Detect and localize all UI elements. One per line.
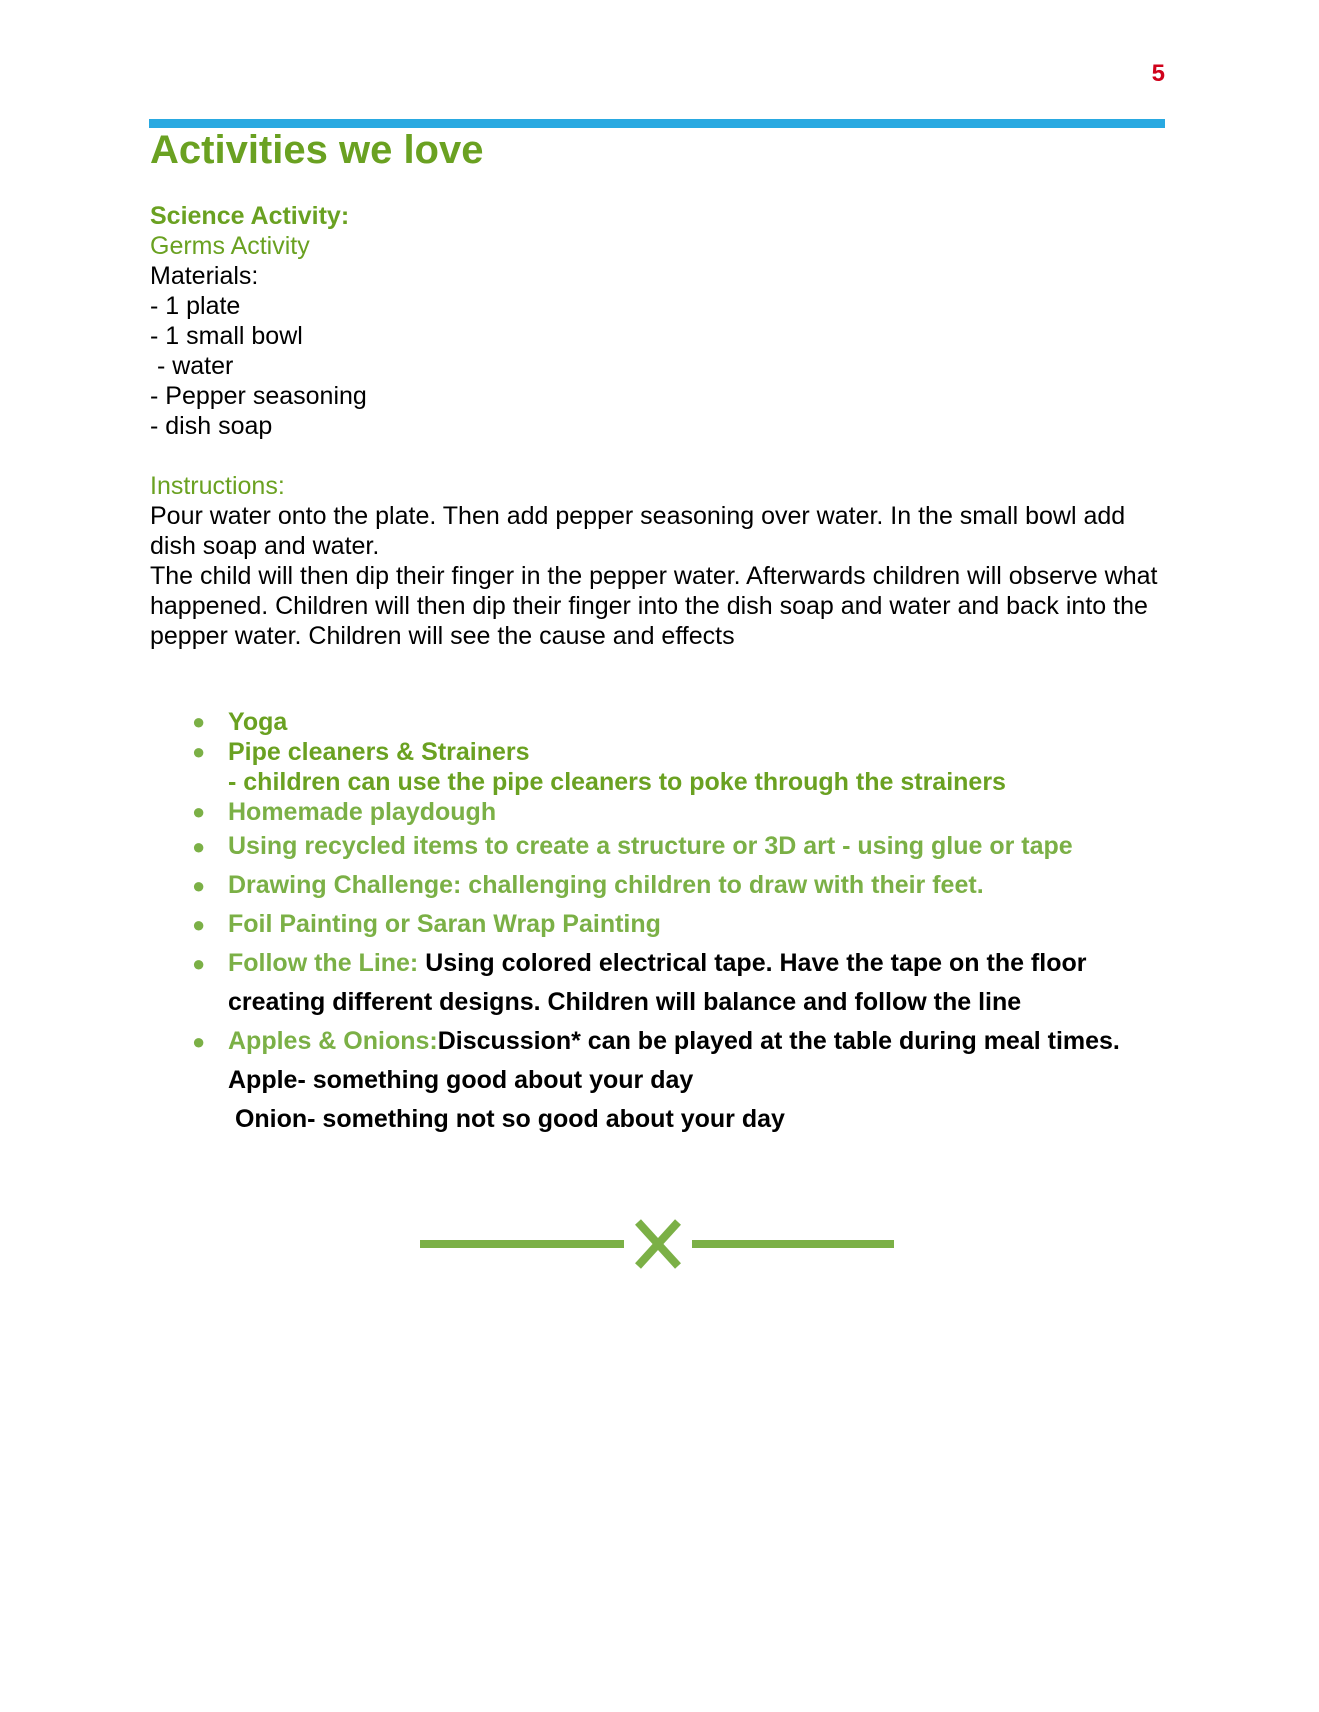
science-heading: Science Activity: (150, 202, 350, 230)
list-item (150, 827, 1170, 866)
bullet-icon: ● (192, 739, 206, 764)
bullet-icon: ● (192, 709, 206, 734)
bullet-icon: ● (192, 873, 206, 898)
list-item (150, 866, 1170, 905)
page-title: Activities we love (150, 128, 484, 172)
list-item (150, 707, 1170, 737)
list-item (150, 797, 1170, 827)
material-item: - 1 plate (150, 292, 241, 320)
bullet-icon: ● (192, 799, 206, 824)
activity-label: Homemade playdough (228, 798, 497, 826)
activity-detail: - children can use the pipe cleaners to poke through the strainers (228, 768, 1006, 796)
activity-label: Follow the Line: (228, 949, 419, 977)
activity-detail: Apple- something good about your day (228, 1066, 694, 1094)
activity-detail: Onion- something not so good about your day (228, 1105, 785, 1133)
material-item: - water (150, 352, 234, 380)
bullet-icon: ● (192, 951, 206, 976)
science-subheading: Germs Activity (150, 232, 310, 260)
material-item: - dish soap (150, 412, 273, 440)
bullet-icon: ● (192, 834, 206, 859)
cross-icon (638, 1222, 678, 1266)
list-item (150, 1022, 1170, 1139)
instructions-paragraph: The child will then dip their finger in the pepper water. Afterwards children will observe what happened. Children will then dip their finger into the dish soap and water and back into the pepper water. Children will see the cause and effects (150, 562, 1158, 650)
list-item (150, 737, 1170, 797)
activity-label: Using recycled items to create a structure or 3D art - using glue or tape (228, 832, 1073, 860)
list-item (150, 944, 1170, 1022)
activity-label: Drawing Challenge: challenging children to draw with their feet. (228, 871, 984, 899)
activity-label: Yoga (228, 708, 288, 736)
section-divider-ornament (420, 1214, 894, 1274)
materials-label: Materials: (150, 262, 259, 290)
activity-label: Pipe cleaners & Strainers (228, 738, 530, 766)
instructions-paragraph: Pour water onto the plate. Then add pepper seasoning over water. In the small bowl add dish soap and water. (150, 502, 1126, 560)
material-item: - Pepper seasoning (150, 382, 367, 410)
activity-description: Discussion* can be played at the table during meal times. (437, 1027, 1120, 1055)
instructions-label: Instructions: (150, 472, 285, 500)
list-item (150, 905, 1170, 944)
activity-description: Using colored electrical tape. Have the tape on the floor creating different designs. Children will balance and follow the line (228, 949, 1087, 1016)
bullet-icon: ● (192, 1029, 206, 1054)
bullet-icon: ● (192, 912, 206, 937)
activity-list (150, 707, 1170, 1139)
activity-label: Foil Painting or Saran Wrap Painting (228, 910, 661, 938)
activity-label: Apples & Onions: (228, 1027, 438, 1055)
page-content (150, 124, 1170, 1139)
material-item: - 1 small bowl (150, 322, 303, 350)
page-number: 5 (1151, 60, 1165, 87)
